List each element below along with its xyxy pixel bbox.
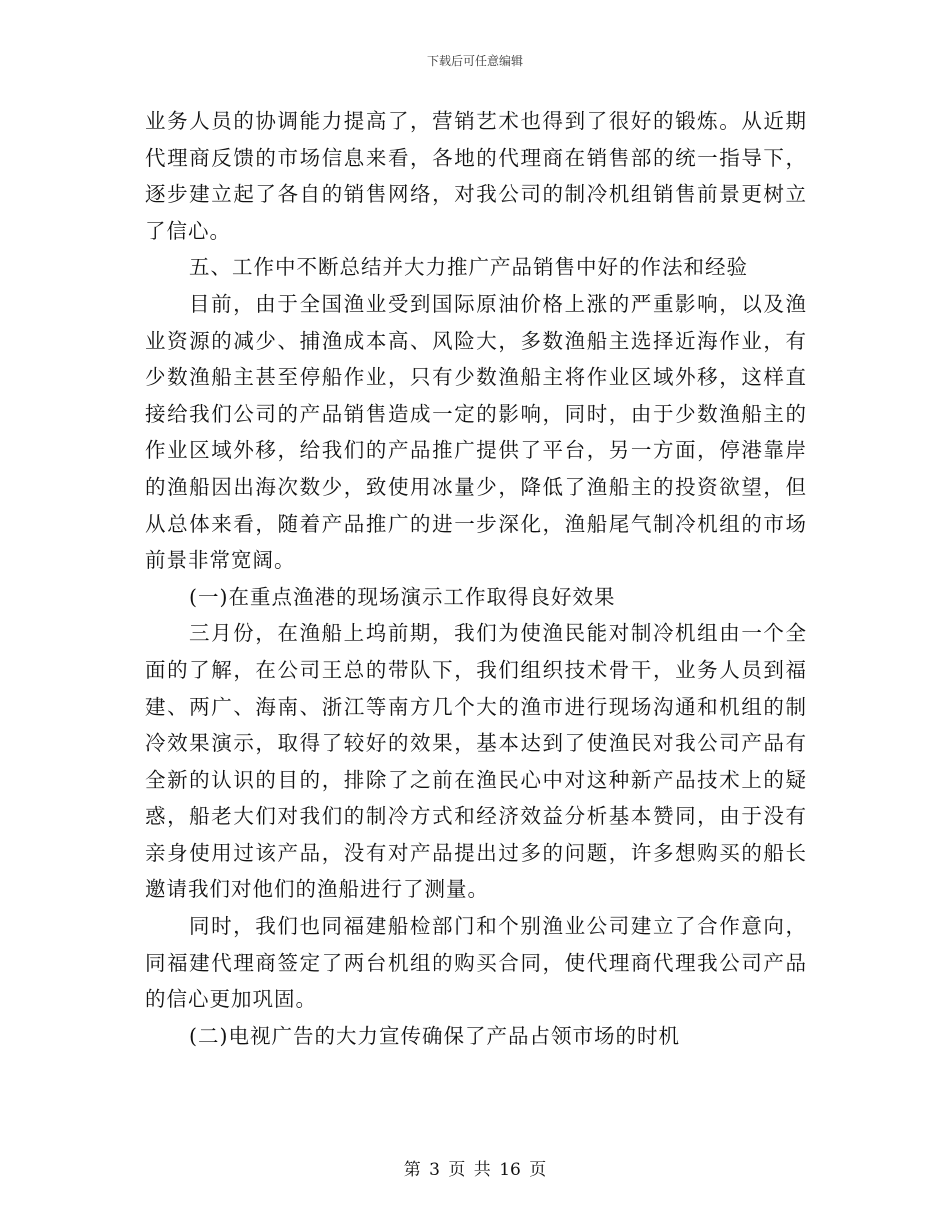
text-line: 建、两广、海南、浙江等南方几个大的渔市进行现场沟通和机组的制	[145, 694, 807, 719]
text-line: 作业区域外移，给我们的产品推广提供了平台，另一方面，停港靠岸	[145, 438, 807, 463]
text-line: 全新的认识的目的，排除了之前在渔民心中对这种新产品技术上的疑	[145, 767, 807, 792]
text-line: 少数渔船主甚至停船作业，只有少数渔船主将作业区域外移，这样直	[145, 365, 807, 390]
text-line: (一)在重点渔港的现场演示工作取得良好效果	[189, 584, 616, 609]
text-line: (二)电视广告的大力宣传确保了产品占领市场的时机	[189, 1023, 680, 1048]
page-header: 下载后可任意编辑	[426, 54, 523, 68]
text-line: 代理商反馈的市场信息来看，各地的代理商在销售部的统一指导下，	[145, 145, 807, 170]
text-line: 前景非常宽阔。	[145, 548, 296, 573]
text-line: 业资源的减少、捕渔成本高、风险大，多数渔船主选择近海作业，有	[145, 328, 807, 353]
text-line: 五、工作中不断总结并大力推广产品销售中好的作法和经验	[189, 255, 748, 280]
text-line: 的渔船因出海次数少，致使用冰量少，降低了渔船主的投资欲望，但	[145, 474, 807, 499]
text-line: 亲身使用过该产品，没有对产品提出过多的问题，许多想购买的船长	[145, 840, 807, 865]
text-line: 同福建代理商签定了两台机组的购买合同，使代理商代理我公司产品	[145, 950, 807, 975]
text-line: 业务人员的协调能力提高了，营销艺术也得到了很好的锻炼。从近期	[145, 109, 807, 133]
text-line: 冷效果演示，取得了较好的效果，基本达到了使渔民对我公司产品有	[145, 731, 807, 756]
text-line: 同时，我们也同福建船检部门和个别渔业公司建立了合作意向，	[189, 914, 807, 939]
text-line: 惑，船老大们对我们的制冷方式和经济效益分析基本赞同，由于没有	[145, 804, 807, 829]
text-line: 的信心更加巩固。	[145, 987, 317, 1012]
text-line: 从总体来看，随着产品推广的进一步深化，渔船尾气制冷机组的市场	[145, 511, 807, 536]
page-footer-page-number: 第 3 页 共 16 页	[403, 1160, 547, 1180]
text-line: 目前，由于全国渔业受到国际原油价格上涨的严重影响，以及渔	[189, 291, 807, 316]
text-line: 接给我们公司的产品销售造成一定的影响，同时，由于少数渔船主的	[145, 401, 807, 426]
text-line: 逐步建立起了各自的销售网络，对我公司的制冷机组销售前景更树立	[145, 182, 807, 207]
text-line: 了信心。	[145, 218, 231, 243]
document-body	[145, 103, 807, 1054]
text-line: 邀请我们对他们的渔船进行了测量。	[145, 877, 489, 902]
text-line: 三月份，在渔船上坞前期，我们为使渔民能对制冷机组由一个全	[189, 621, 807, 646]
text-line: 面的了解，在公司王总的带队下，我们组织技术骨干，业务人员到福	[145, 657, 807, 682]
